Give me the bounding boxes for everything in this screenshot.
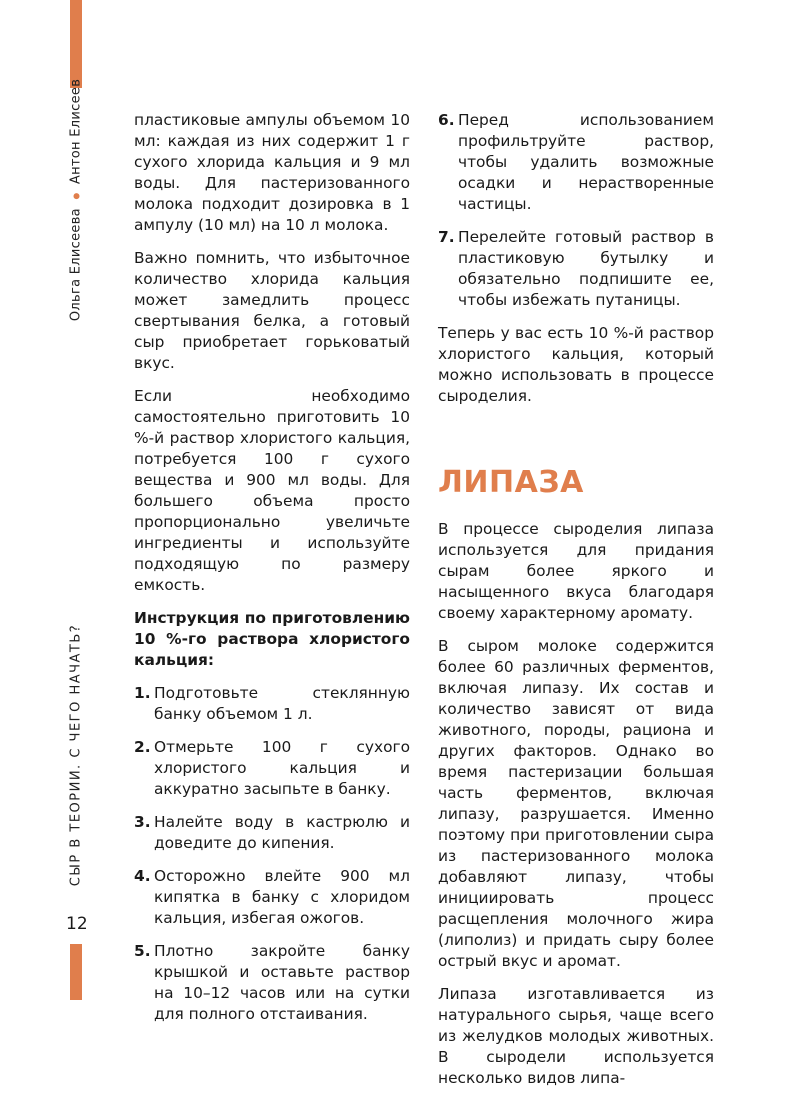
- list-item: [438, 227, 714, 311]
- author-line: [69, 79, 84, 321]
- author-name-1: Ольга Елисеева: [68, 208, 84, 322]
- step-text: Перед использованием профильтруйте раствор, чтобы удалить возможные осадки и нерастворенные частицы.: [458, 111, 714, 213]
- step-text: Плотно закройте банку крышкой и оставьте раствор на 10–12 часов или на сутки для полного отстаивания.: [154, 942, 410, 1023]
- accent-bar-top: [70, 0, 82, 88]
- instruction-list-continued: [438, 110, 714, 311]
- section-title: СЫР В ТЕОРИИ. С ЧЕГО НАЧАТЬ?: [68, 623, 84, 887]
- step-number: 2.: [134, 738, 151, 756]
- step-number: 3.: [134, 813, 151, 831]
- paragraph: В процессе сыроделия липаза используется для придания сырам более яркого и насыщенного вкуса благодаря своему характерному аромату.: [438, 520, 714, 622]
- paragraph: пластиковые ампулы объемом 10 мл: каждая из них содержит 1 г сухого хлорида кальция и 9 мл воды. Для пастеризованного молока подходит дозировка в 1 ампулу (10 мл) на 10 л молока.: [134, 111, 410, 234]
- step-text: Отмерьте 100 г сухого хлористого кальция и аккуратно засыпьте в банку.: [154, 738, 410, 798]
- step-number: 5.: [134, 942, 151, 960]
- step-text: Налейте воду в кастрюлю и доведите до кипения.: [154, 813, 410, 852]
- step-number: 1.: [134, 684, 151, 702]
- list-item: [134, 683, 410, 725]
- list-item: [134, 812, 410, 854]
- list-item: [134, 866, 410, 929]
- instruction-title: Инструкция по приготовлению 10 %-го раствора хлористого кальция:: [134, 609, 410, 669]
- author-name-2: Антон Елисеев: [68, 78, 84, 185]
- list-item: [134, 737, 410, 800]
- list-item: [134, 941, 410, 1025]
- left-column: [134, 110, 410, 1037]
- step-text: Осторожно влейте 900 мл кипятка в банку с хлоридом кальция, избегая ожогов.: [154, 867, 410, 927]
- right-column: [438, 110, 714, 1101]
- step-number: 6.: [438, 111, 455, 129]
- separator-dot: [73, 193, 79, 199]
- step-number: 7.: [438, 228, 455, 246]
- list-item: [438, 110, 714, 215]
- step-text: Подготовьте стеклянную банку объемом 1 л.: [154, 684, 410, 723]
- step-text: Перелейте готовый раствор в пластиковую бутылку и обязательно подпишите ее, чтобы избежать путаницы.: [458, 228, 714, 309]
- paragraph: Липаза изготавливается из натурального сырья, чаще всего из желудков молодых животных. В сыродели используется несколько видов липа-: [438, 985, 714, 1087]
- instruction-list: [134, 683, 410, 1025]
- accent-bar-bottom: [70, 944, 82, 1000]
- paragraph: Теперь у вас есть 10 %-й раствор хлористого кальция, который можно использовать в процессе сыроделия.: [438, 324, 714, 405]
- section-heading: ЛИПАЗА: [438, 465, 584, 500]
- paragraph: Если необходимо самостоятельно приготовить 10 %-й раствор хлористого кальция, потребуется 100 г сухого вещества и 900 мл воды. Для большего объема просто пропорционально увеличьте ингредиенты и используйте подходящую по размеру емкость.: [134, 387, 410, 594]
- step-number: 4.: [134, 867, 151, 885]
- paragraph: Важно помнить, что избыточное количество хлорида кальция может замедлить процесс свертывания белка, а готовый сыр приобретает горьковатый вкус.: [134, 249, 410, 372]
- page-number: 12: [66, 914, 88, 934]
- paragraph: В сыром молоке содержится более 60 различных ферментов, включая липазу. Их состав и количество зависят от вида животного, породы, рациона и других факторов. Однако во время пастеризации большая часть ферментов, включая липазу, разрушается. Именно поэтому при приготовлении сыра из пастеризованного молока добавляют липазу, чтобы инициировать процесс расщепления молочного жира (липолиз) и придать сыру более острый вкус и аромат.: [438, 637, 714, 970]
